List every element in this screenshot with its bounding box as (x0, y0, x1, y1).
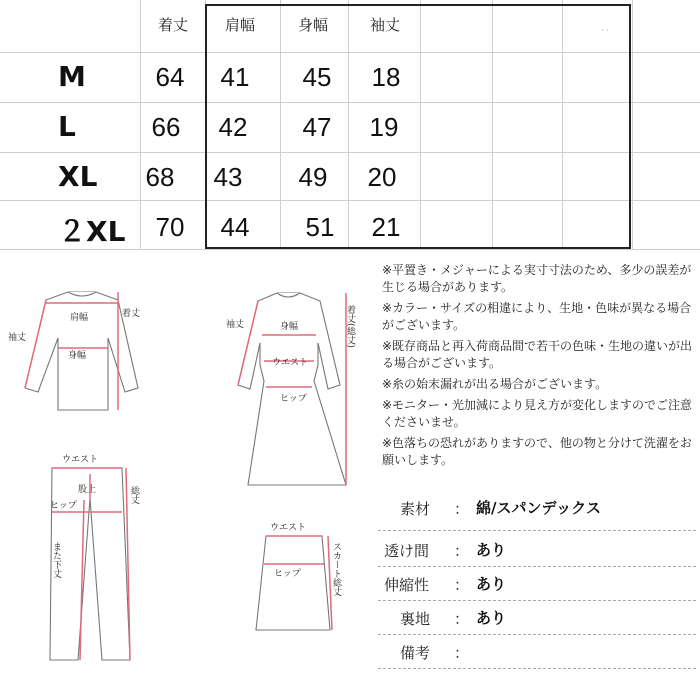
spec-value: 綿/スパンデックス (476, 499, 602, 517)
label-chest: 身幅 (68, 351, 87, 361)
spec-label: 備考 (400, 644, 431, 662)
spec-material (378, 494, 696, 522)
spec-sheerness (378, 536, 696, 564)
label-chest: 身幅 (280, 322, 299, 332)
dress-measure-diagram (222, 285, 372, 495)
label-hip: ヒップ (50, 501, 77, 511)
label-inseam: また下丈 (51, 542, 61, 578)
spec-colon: ： (454, 576, 470, 594)
spec-label: 伸縮性 (384, 576, 430, 594)
table-cell: 42 (218, 112, 248, 142)
label-rise: 股上 (78, 485, 97, 495)
label-waist: ウエスト (272, 358, 309, 368)
pants-measure-diagram (20, 450, 170, 670)
note-item: ※色落ちの恐れがありますので、他の物と分けて洗濯をお願いします。 (382, 436, 692, 467)
label-length: 総丈 (129, 486, 139, 504)
size-table (0, 0, 700, 250)
divider (378, 668, 696, 669)
table-cell: 20 (367, 162, 397, 192)
spec-lining (378, 604, 696, 632)
table-cell: 66 (151, 112, 181, 142)
header-shoulder: 肩幅 (224, 16, 255, 34)
header-sleeve: 袖丈 (369, 16, 400, 34)
table-cell: 64 (155, 62, 185, 92)
top-measure-diagram (0, 270, 150, 430)
note-item: ※平置き・メジャーによる実寸寸法のため、多少の誤差が生じる場合があります。 (382, 263, 692, 294)
spec-label: 透け間 (384, 542, 430, 560)
header-length: 着丈 (157, 16, 188, 34)
size-label-l: L (58, 110, 76, 143)
label-length: スカート総丈 (331, 542, 341, 596)
table-cell: 47 (302, 112, 332, 142)
label-sleeve: 袖丈 (226, 320, 245, 330)
table-cell: 41 (220, 62, 250, 92)
spec-label: 裏地 (400, 610, 431, 628)
table-cell: 43 (213, 162, 243, 192)
note-item: ※既存商品と再入荷商品間で若干の色味・生地の違いが出る場合がございます。 (382, 339, 693, 370)
divider (378, 600, 696, 601)
corner-mark: · · (601, 26, 609, 35)
divider (378, 634, 696, 635)
size-label-m: M (58, 60, 86, 93)
label-shoulder: 肩幅 (70, 313, 89, 323)
divider (378, 566, 696, 567)
note-item: ※カラー・サイズの相違により、生地・色味が異なる場合がございます。 (382, 301, 692, 332)
spec-colon: ： (454, 610, 470, 628)
spec-value: あり (476, 609, 507, 627)
spec-colon: ： (454, 542, 470, 560)
table-cell: 70 (155, 212, 185, 242)
label-waist: ウエスト (270, 523, 307, 533)
spec-value: あり (476, 575, 507, 593)
label-sleeve: 袖丈 (8, 333, 27, 343)
label-length: 着丈 (122, 309, 141, 319)
table-cell: 19 (369, 112, 399, 142)
table-cell: 68 (145, 162, 175, 192)
size-label-2xl: ２XL (58, 215, 126, 248)
label-waist: ウエスト (62, 455, 99, 465)
label-length: 着丈(総丈) (345, 305, 355, 349)
table-cell: 45 (302, 62, 332, 92)
note-item: ※モニター・光加減により見え方が変化しますのでご注意くださいませ。 (382, 398, 693, 429)
table-cell: 18 (371, 62, 401, 92)
size-label-xl: XL (58, 160, 98, 193)
spec-colon: ： (454, 644, 470, 662)
spec-remarks (378, 638, 696, 666)
skirt-measure-diagram (240, 520, 360, 640)
divider (378, 530, 696, 531)
spec-label: 素材 (400, 500, 431, 518)
label-hip: ヒップ (280, 394, 307, 404)
table-cell: 51 (305, 212, 335, 242)
table-highlight-frame (205, 4, 631, 249)
label-hip: ヒップ (274, 569, 301, 579)
table-cell: 21 (371, 212, 401, 242)
spec-value: あり (476, 541, 507, 559)
table-cell: 44 (220, 212, 250, 242)
spec-stretch (378, 570, 696, 598)
table-cell: 49 (298, 162, 328, 192)
note-item: ※糸の始末漏れが出る場合がございます。 (382, 377, 608, 391)
header-chest: 身幅 (297, 16, 328, 34)
notes-list (382, 262, 698, 473)
spec-colon: ： (454, 500, 470, 518)
